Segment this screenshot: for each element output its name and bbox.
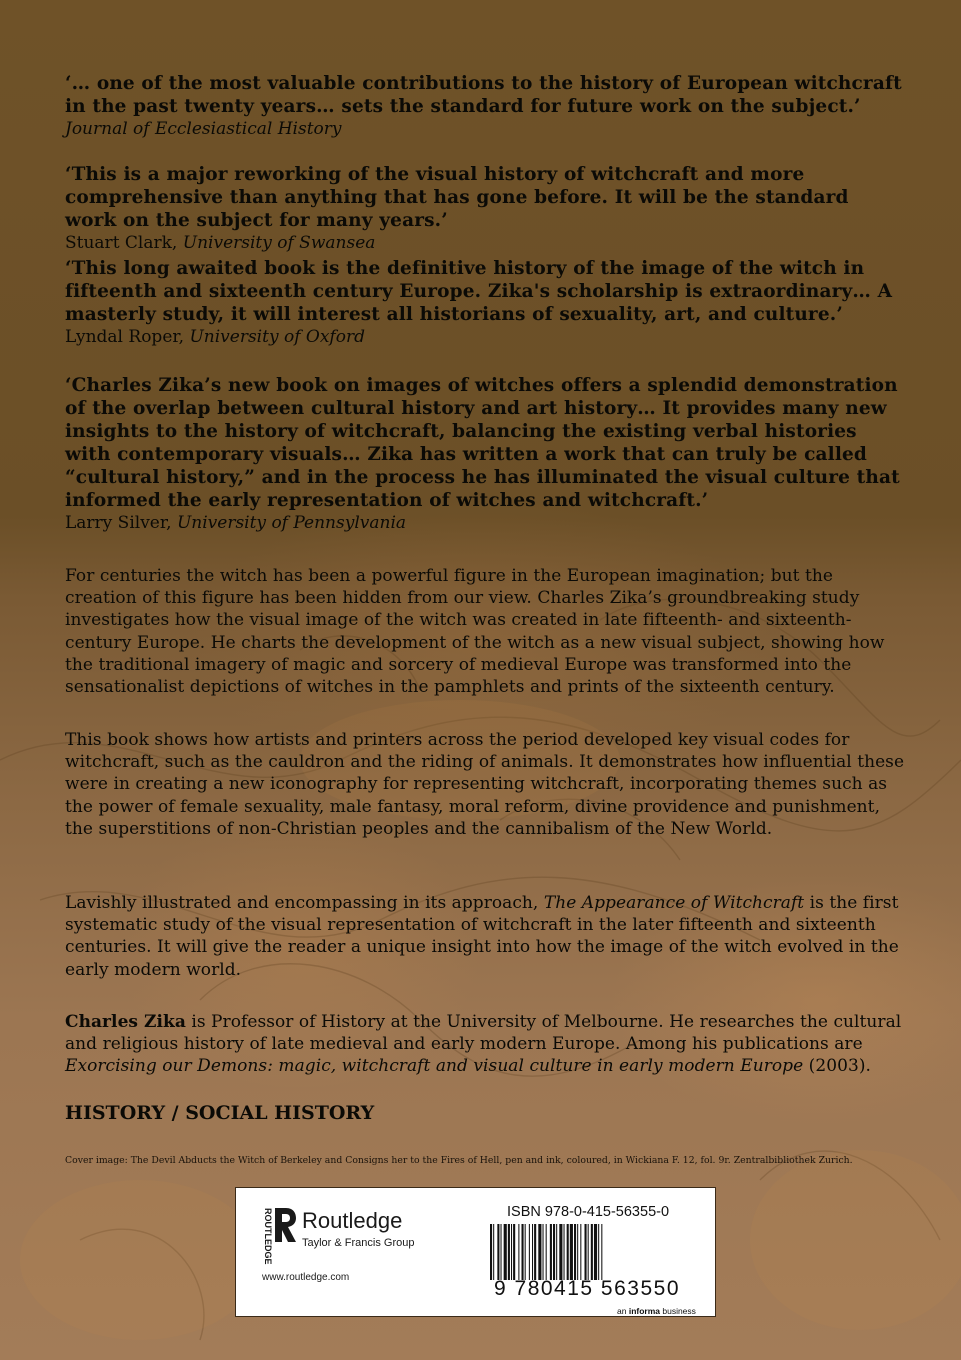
publisher-group: Taylor & Francis Group — [302, 1237, 415, 1249]
publisher-barcode-box — [236, 1188, 715, 1316]
routledge-vertical-wordmark — [254, 1208, 273, 1276]
publisher-name: Routledge — [302, 1208, 403, 1233]
quote-attribution — [65, 118, 905, 140]
isbn-label: ISBN 978-0-415-56355-0 — [507, 1204, 670, 1220]
quote-attribution — [65, 232, 905, 254]
author-bio-text: is Professor of History at the University of Melbourne. He researches the cultural and religious history of late medieval and early modern Europe. Among his publications are — [65, 1012, 902, 1055]
quote-attribution — [65, 326, 905, 348]
quote-text: ‘… one of the most valuable contributions to the history of European witchcraft in the past twenty years… sets the standard for future work on the subject.’ — [65, 73, 902, 117]
book-title: The Appearance of Witchcraft — [543, 893, 805, 913]
review-quote-3 — [65, 257, 905, 348]
informa-bold: informa — [628, 1306, 660, 1316]
author-book-title: Exorcising our Demons: magic, witchcraft and visual culture in early modern Europe — [65, 1056, 804, 1077]
author-bio — [65, 1011, 910, 1078]
quote-source: University of Oxford — [189, 327, 365, 347]
quote-author: Lyndal Roper, — [65, 327, 190, 347]
routledge-r-icon — [272, 1206, 298, 1244]
informa-suffix: business — [660, 1306, 696, 1316]
description-text: Lavishly illustrated and encompassing in its approach, — [65, 893, 544, 913]
vertical-wordmark-text: ROUTLEDGE — [263, 1208, 273, 1265]
quote-text: ‘Charles Zika’s new book on images of witches offers a splendid demonstration of the overlap between cultural history and art history… It provides many new insights to the history of witchcraft, balancing the existing verbal histories with contemporary visuals… Zika has written a work that can truly be called “cultural history,” and in the process he has illuminated the visual culture that informed the early representation of witches and witchcraft.’ — [65, 375, 900, 511]
review-quote-1 — [65, 72, 905, 140]
quote-text: ‘This is a major reworking of the visual history of witchcraft and more comprehensive than anything that has gone before. It will be the standard work on the subject for many years.’ — [65, 164, 849, 231]
description-text: is the first systematic study of the visual representation of witchcraft in the later fifteenth and sixteenth centuries. It will give the reader a unique insight into how the image of the witch evolved in the early modern world. — [65, 893, 899, 980]
review-quote-4 — [65, 374, 905, 534]
quote-source: University of Swansea — [182, 233, 376, 253]
subject-category: HISTORY / SOCIAL HISTORY — [65, 1102, 375, 1124]
quote-author: Stuart Clark, — [65, 233, 183, 253]
quote-text: ‘This long awaited book is the definitive history of the image of the witch in fifteenth and sixteenth century Europe. Zika's scholarship is extraordinary… A masterly study, it will interest all historians of sexuality, art, and culture.’ — [65, 258, 893, 325]
publisher-website[interactable]: www.routledge.com — [262, 1272, 350, 1283]
description-paragraph-1: For centuries the witch has been a powerful figure in the European imagination; but the creation of this figure has been hidden from our view. Charles Zika’s groundbreaking study investigates how the visual image of the witch was created in late fifteenth- and sixteenth-century Europe. He charts the development of the witch as a new visual subject, showing how the traditional imagery of magic and sorcery of medieval Europe was transformed into the sensationalist depictions of witches in the pamphlets and prints of the sixteenth century. — [65, 566, 885, 698]
informa-prefix: an — [617, 1306, 629, 1316]
quote-source: University of Pennsylvania — [176, 513, 407, 533]
author-name: Charles Zika — [65, 1012, 186, 1032]
informa-business-label — [617, 1306, 696, 1316]
author-book-year: (2003). — [803, 1056, 871, 1077]
quote-attribution — [65, 512, 905, 534]
barcode-icon — [490, 1224, 701, 1280]
quote-author: Larry Silver, — [65, 513, 177, 533]
barcode-digits: 9 780415 563550 — [494, 1277, 680, 1300]
review-quote-2 — [65, 163, 905, 254]
quote-source: Journal of Ecclesiastical History — [65, 119, 342, 139]
cover-image-credit: Cover image: The Devil Abducts the Witch of Berkeley and Consigns her to the Fires of Hell, pen and ink, coloured, in Wickiana F. 12, fol. 9r. Zentralbibliothek Zurich. — [65, 1155, 853, 1166]
description-paragraph-3 — [65, 892, 910, 981]
description-paragraph-2: This book shows how artists and printers across the period developed key visual codes for witchcraft, such as the cauldron and the riding of animals. It demonstrates how influential these were in creating a new iconography for representing witchcraft, incorporating themes such as the power of female sexuality, male fantasy, moral reform, divine providence and punishment, the superstitions of non-Christian peoples and the cannibalism of the New World. — [65, 730, 905, 839]
